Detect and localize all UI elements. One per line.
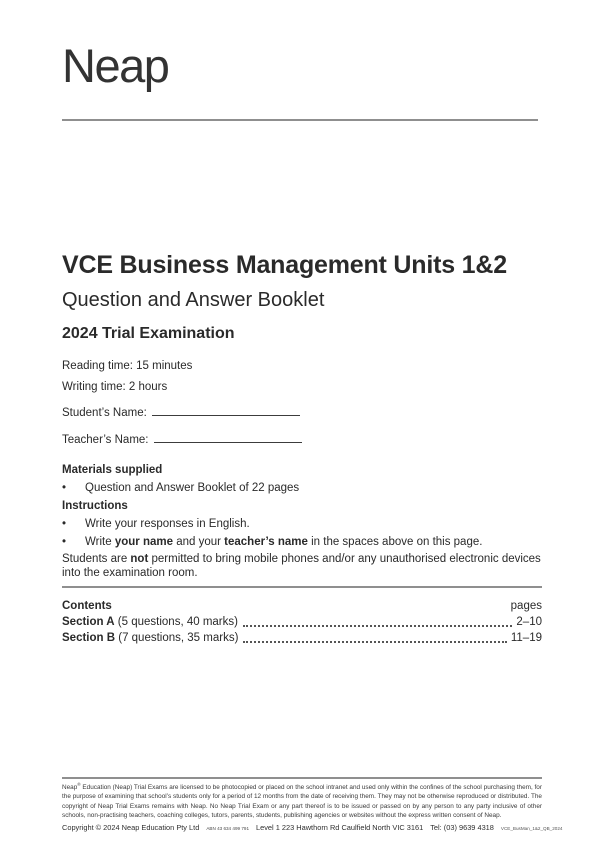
toc-section-a-text	[62, 614, 238, 630]
devices-note-part-a: Students are	[62, 553, 131, 565]
toc-section-b-text	[62, 630, 238, 646]
toc-section-b-detail: (7 questions, 35 marks)	[115, 632, 239, 644]
instruction-2-part-e: in the spaces above on this page.	[307, 536, 483, 548]
abn-text: ABN 43 634 499 791	[206, 825, 249, 831]
toc-section-a-name: Section A	[62, 616, 115, 628]
instruction-2-part-d: teacher’s name	[224, 536, 308, 548]
toc-section-a-detail: (5 questions, 40 marks)	[114, 616, 238, 628]
contents-section	[62, 586, 542, 646]
footer-divider	[62, 777, 542, 779]
toc-section-a-pages: 2–10	[516, 616, 542, 628]
license-fineprint	[62, 783, 542, 821]
header-divider	[62, 119, 538, 121]
address-text: Level 1 223 Hawthorn Rd Caulfield North VIC 3161	[256, 822, 424, 832]
instructions-heading: Instructions	[62, 500, 128, 512]
devices-note-part-b: not	[130, 553, 149, 565]
materials-heading: Materials supplied	[62, 464, 163, 476]
toc-section-b-name: Section B	[62, 632, 116, 644]
page-footer	[62, 777, 563, 832]
page-subtitle: Question and Answer Booklet	[62, 288, 325, 311]
instruction-2-part-a: Write	[85, 536, 115, 548]
teacher-name-label: Teacher’s Name:	[62, 434, 149, 446]
devices-note-part-c: permitted to bring mobile phones and/or any unauthorised electronic devices into the examination room.	[62, 553, 541, 579]
instruction-item-1-text: Write your responses in English.	[85, 518, 250, 530]
neap-logo: Neap	[62, 39, 169, 92]
student-name-label: Student’s Name:	[62, 407, 147, 419]
toc-row-section-a	[62, 614, 542, 630]
page-title: VCE Business Management Units 1&2	[62, 251, 507, 279]
bullet-icon: •	[62, 482, 67, 494]
pages-label: pages	[510, 600, 542, 612]
instruction-2-part-c: and your	[173, 536, 225, 548]
exam-title: 2024 Trial Examination	[62, 324, 235, 342]
bullet-icon: •	[62, 518, 67, 530]
registered-trademark-symbol: ®	[77, 781, 81, 787]
materials-item	[62, 479, 542, 497]
license-brand: Neap	[62, 784, 78, 791]
contents-heading: Contents	[62, 600, 112, 612]
writing-time: Writing time: 2 hours	[62, 381, 168, 393]
toc-section-b-pages: 11–19	[510, 632, 542, 644]
materials-item-text: Question and Answer Booklet of 22 pages	[85, 482, 300, 494]
materials-instructions	[62, 461, 542, 580]
student-name-row	[62, 405, 542, 419]
dot-leader	[243, 625, 512, 627]
teacher-name-row	[62, 432, 542, 446]
title-block	[62, 251, 542, 343]
copyright-row	[62, 822, 563, 832]
devices-note	[62, 552, 542, 580]
bullet-icon: •	[62, 536, 67, 548]
instruction-item-2-text	[85, 533, 482, 551]
instruction-item-2	[62, 533, 542, 551]
contents-divider	[62, 586, 542, 588]
document-code: VCE_BusMan_1&2_QB_2024	[500, 825, 563, 831]
reading-time: Reading time: 15 minutes	[62, 360, 193, 372]
instruction-item-1	[62, 515, 542, 533]
copyright-text: Copyright © 2024 Neap Education Pty Ltd	[62, 822, 200, 832]
telephone-text: Tel: (03) 9639 4318	[430, 822, 494, 832]
license-text: Education (Neap) Trial Exams are licensed to be photocopied or placed on the school intranet and used only within the confines of the school purchasing them, for the purpose of examining that school’s students only for a period of 12 months from the date of receiving them. They may not be otherwise reproduced or distributed. The copyright of Neap Trial Exams remains with Neap. No Neap Trial Exam or any part thereof is to be issued or passed on by any person to any party inclusive of other schools, non-practising teachers, coaching colleges, tutors, parents, students, publishing agencies or websites without the express written consent of Neap.	[62, 784, 542, 820]
student-name-blank-line	[152, 405, 300, 416]
toc-row-section-b	[62, 630, 542, 646]
teacher-name-blank-line	[154, 432, 302, 443]
instruction-2-part-b: your name	[114, 536, 173, 548]
exam-details	[62, 360, 542, 446]
dot-leader	[243, 641, 506, 643]
contents-header	[62, 598, 542, 614]
